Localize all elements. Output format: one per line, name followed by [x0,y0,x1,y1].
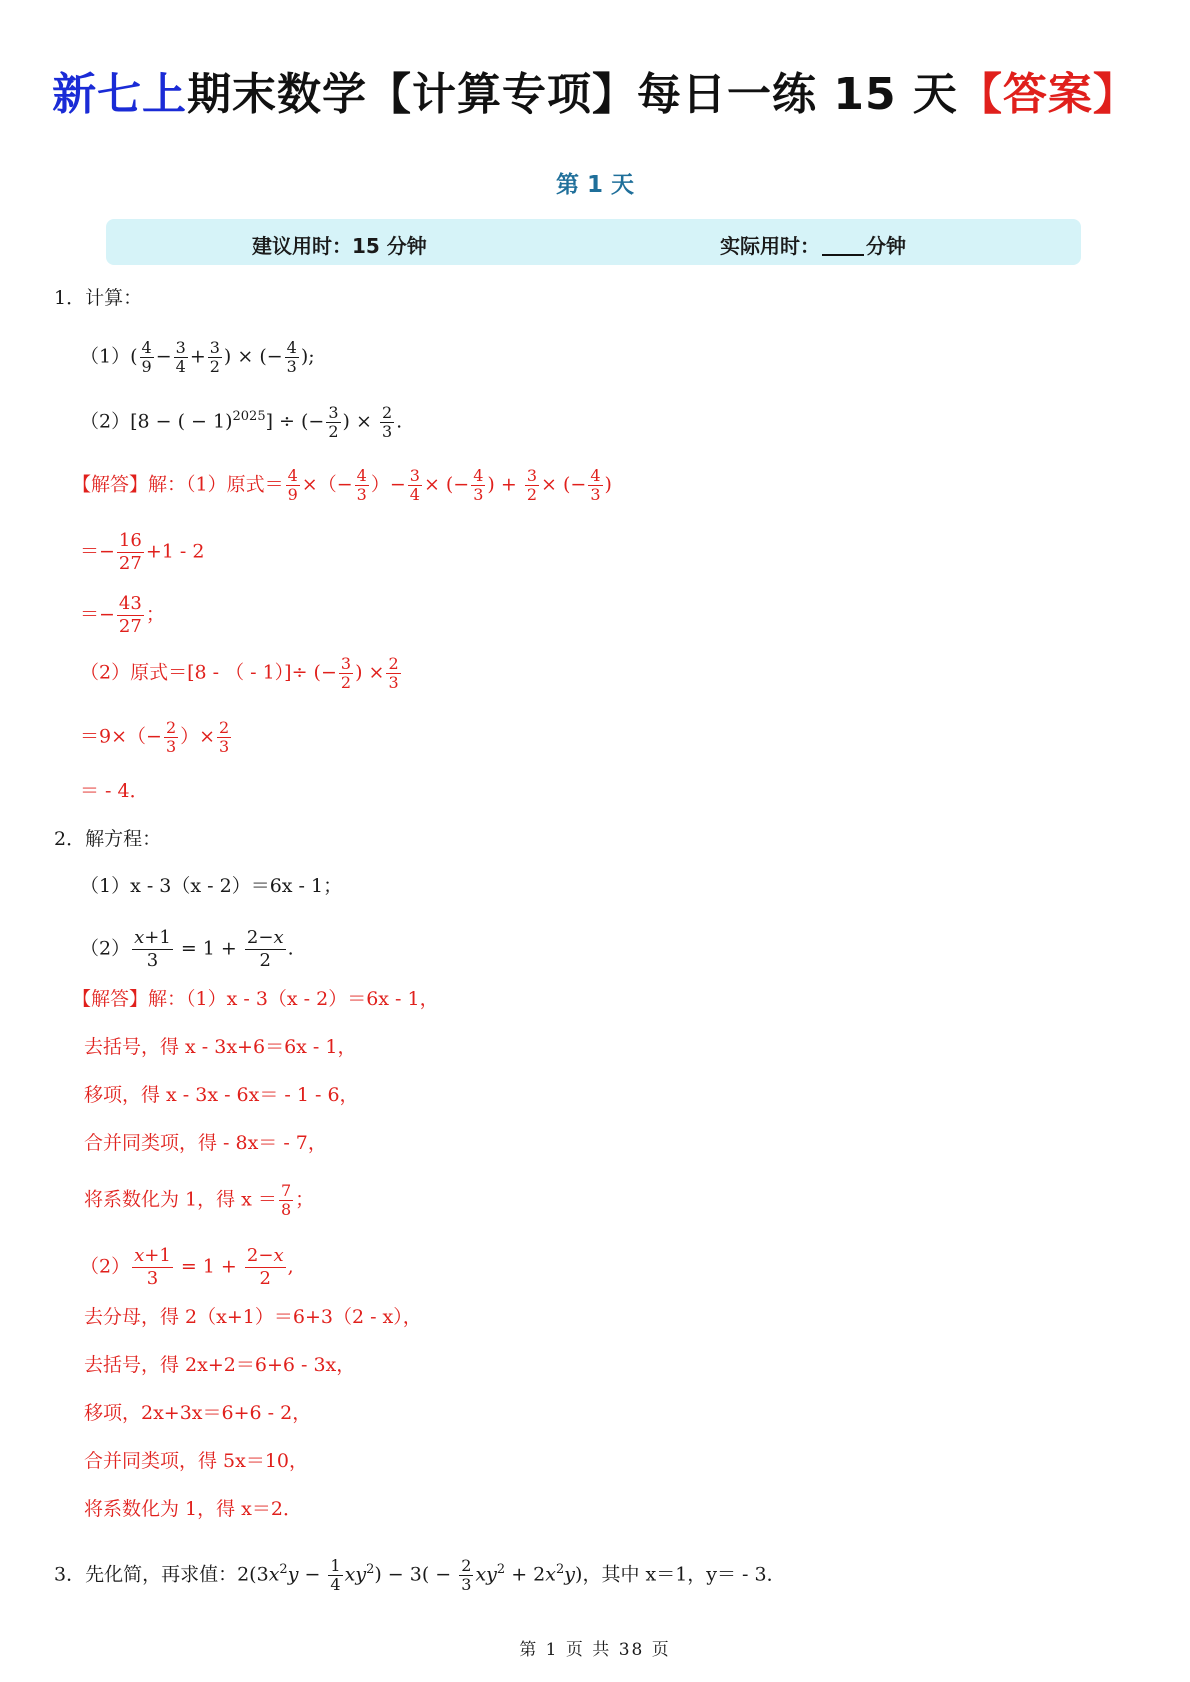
question-2-part-2: （2） $\frac{x+1}{3}$ = 1 + $\frac{2-x}{2}$ . [80,927,294,971]
question-1-answer-line-2: ＝− $\frac{16}{27}$ +1 - 2 [80,530,205,574]
time-bar [106,219,1081,265]
step-text: ＝− [80,603,115,626]
title-part-answer: 【答案】 [957,69,1138,120]
stem-text: ，其中 x＝1，y＝ - 3． [582,1563,786,1586]
answer-intro: 解：（1）原式＝ [148,473,284,496]
part-label: （1） [80,345,131,368]
step-text: ＝9×（− [80,725,162,748]
step-text: 将系数化为 1，得 x ＝ [84,1188,277,1211]
question-2-answer-line-6: （2） $\frac{x+1}{3}$ = 1 + $\frac{2-x}{2}$ , [80,1245,294,1289]
actual-time-blank [822,254,864,256]
step-text: +1 - 2 [145,540,205,563]
question-1-answer-line-6: ＝ - 4． [80,780,149,802]
question-1-part-1: （1）( $\frac{4}{9}$ − $\frac{3}{4}$ + $\frac{3}{2}$ ) × (− $\frac{4}{3}$ ); [80,338,315,376]
question-2-answer-line-2: 去括号，得 x - 3x+6＝6x - 1， [84,1036,357,1058]
question-1-answer-line-5: ＝9×（− $\frac{2}{3}$ ）× $\frac{2}{3}$ [80,718,230,756]
step-text: （2）原式＝[8 - （ - 1）]÷ (− [80,661,337,684]
question-2-answer-line-1 [72,985,439,1013]
question-2-answer-line-5: 将系数化为 1，得 x ＝ $\frac{7}{8}$ ； [84,1181,315,1219]
part-label: （2） [80,410,131,433]
question-2-answer-line-4: 合并同类项，得 - 8x＝ - 7， [84,1132,327,1154]
question-2-answer-line-9: 移项，2x+3x＝6+6 - 2， [84,1402,312,1424]
step-text: ； [145,603,165,626]
suggested-time: 建议用时：15 分钟 [252,234,427,258]
question-2-answer-line-10: 合并同类项，得 5x＝10， [84,1450,309,1472]
answer-label: 【解答】 [72,473,149,496]
question-2-stem: 2．解方程： [54,828,162,850]
actual-time-unit: 分钟 [866,234,906,258]
answer-label: 【解答】 [72,988,149,1010]
day-heading: 第 1 天 [555,172,635,198]
question-2-answer-line-11: 将系数化为 1，得 x＝2． [84,1498,302,1520]
question-3-stem: 3．先化简，再求值：$2(3x^2y$ − $\frac{1}{4}$ $xy^2) - 3$( − $\frac{2}{3}$ $xy^2 + 2x^2y$)，其中 x＝1，y＝ - 3． [54,1555,786,1594]
question-1-answer-line-1: 【解答】解：（1）原式＝ $\frac{4}{9}$ ×（− $\frac{4}{3}$ ）− $\frac{3}{4}$ × (− $\frac{4}{3}$ ) + $\frac{3}{2}$ × (− $\frac{4}{3}$ ) [72,466,612,504]
part-label: （2） [80,937,131,960]
question-2-answer-line-7: 去分母，得 2（x+1）＝6+3（2 - x）， [84,1306,422,1328]
title-part-main: 期末数学【计算专项】每日一练 15 天 [187,69,958,120]
question-2-answer-line-8: 去括号，得 2x+2＝6+6 - 3x， [84,1354,356,1376]
title-part-grade: 新七上 [52,69,188,120]
part-label: （2） [80,1255,131,1278]
actual-time [720,230,906,259]
question-1-answer-line-4: （2）原式＝[8 - （ - 1）]÷ (− $\frac{3}{2}$ ) × $\frac{2}{3}$ [80,654,399,692]
step-text: 解：（1）x - 3（x - 2）＝6x - 1， [148,988,439,1010]
step-text: ＝− [80,540,115,563]
question-1-part-2: （2）[8 − ( − 1)$^{2025}$] ÷ (− $\frac{3}{2}$ ) × $\frac{2}{3}$ . [80,402,403,441]
question-1-stem: 1．计算： [54,287,143,309]
actual-time-label: 实际用时： [720,234,820,258]
page-footer: 第 1 页 共 38 页 [519,1640,671,1660]
stem-text: 3．先化简，再求值： [54,1563,238,1586]
question-2-part-1: （1）x - 3（x - 2）＝6x - 1； [80,875,343,897]
question-1-answer-line-3: ＝− $\frac{43}{27}$ ； [80,593,165,637]
question-2-answer-line-3: 移项，得 x - 3x - 6x＝ - 1 - 6， [84,1084,359,1106]
page-title [0,58,1190,122]
